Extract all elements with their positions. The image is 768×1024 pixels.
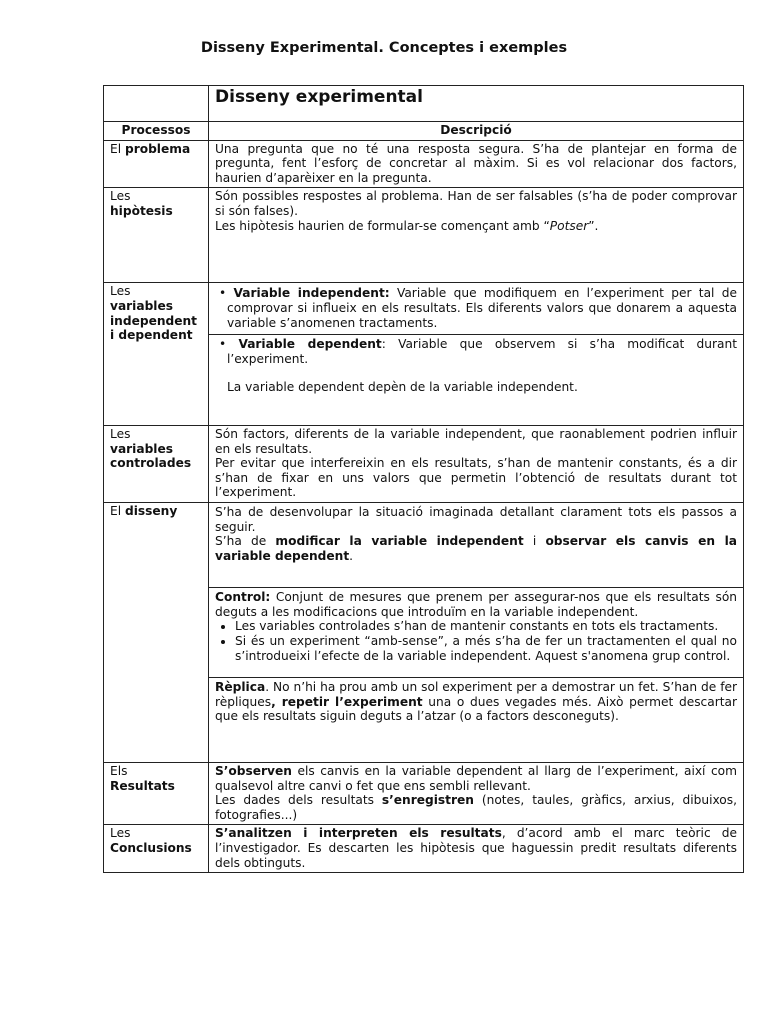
label-problema: El problema bbox=[104, 140, 209, 188]
row-disseny bbox=[104, 502, 744, 762]
disseny-replica: Rèplica. No n’hi ha prou amb un sol experiment per a demostrar un fet. S’han de fer rèpliques, repetir l’experiment una o dues vegades més. Això permet descartar que els resultats siguin deguts a l’atzar (o a factors desconeguts). bbox=[215, 680, 737, 724]
variable-independent: • Variable independent: Variable que modifiquem en l’experiment per tal de comprovar si influeix en els resultats. Els diferents valors que donarem a aquesta variable s’anomenen tractaments. bbox=[219, 286, 737, 330]
desc-controlades: Són factors, diferents de la variable independent, que raonablement podrien influir en els resultats. Per evitar que interfereixin en els resultats, s’han de mantenir constants, és a dir s’han de fixar en uns valors que permetin l’obtenció de resultats durant tot l’experiment. bbox=[209, 425, 744, 502]
bullet-icon: • bbox=[219, 337, 227, 352]
bullet-icon: • bbox=[219, 286, 227, 301]
label-controlades: Les variables controlades bbox=[104, 425, 209, 502]
concepts-table bbox=[103, 85, 744, 873]
row-controlades bbox=[104, 425, 744, 502]
desc-hipotesis: Són possibles respostes al problema. Han de ser falsables (s’ha de poder comprovar si són falses). Les hipòtesis haurien de formular-se començant amb “Potser”. bbox=[209, 188, 744, 283]
table-header-row bbox=[104, 122, 744, 141]
label-resultats: Els Resultats bbox=[104, 763, 209, 825]
row-hipotesis bbox=[104, 188, 744, 283]
table-title: Disseny experimental bbox=[215, 87, 423, 107]
desc-disseny bbox=[209, 502, 744, 762]
header-processos: Processos bbox=[104, 122, 209, 141]
label-variables: Les variables independent i dependent bbox=[104, 283, 209, 426]
desc-variables bbox=[209, 283, 744, 426]
list-item: • Les variables controlades s’han de mantenir constants en tots els tractaments. bbox=[235, 619, 737, 634]
label-conclusions: Les Conclusions bbox=[104, 825, 209, 873]
variable-dependent: • Variable dependent: Variable que observem si s’ha modificat durant l’experiment. La variable dependent depèn de la variable independent. bbox=[219, 337, 737, 395]
desc-resultats: S’observen els canvis en la variable dependent al llarg de l’experiment, així com qualsevol altre canvi o fet que ens sembli rellevant. Les dades dels resultats s’enregistren (notes, taules, gràfics, arxius, dibuixos, fotografies...) bbox=[209, 763, 744, 825]
desc-conclusions: S’analitzen i interpreten els resultats, d’acord amb el marc teòric de l’investigador. Es descarten les hipòtesis que haguessin predit resultats diferents dels obtinguts. bbox=[209, 825, 744, 873]
disseny-control: Control: Conjunt de mesures que prenem per assegurar-nos que els resultats són deguts a les modificacions que introduïm en la variable independent. • Les variables controlades s’han de mantenir constants en tots els tractaments. • Si és un experiment “amb-sense”, a més s’ha de fer un tractamenten el qual no s’introdueixi l’efecte de la variable independent. Aquest s'anomena grup control. bbox=[215, 588, 737, 677]
row-resultats bbox=[104, 763, 744, 825]
disseny-intro: S’ha de desenvolupar la situació imaginada detallant clarament tots els passos a seguir. S’ha de modificar la variable independent i observar els canvis en la variable dependent. bbox=[215, 504, 737, 563]
control-bullet-list bbox=[215, 619, 737, 663]
table-title-row bbox=[104, 86, 744, 122]
label-disseny: El disseny bbox=[104, 502, 209, 762]
row-conclusions bbox=[104, 825, 744, 873]
row-problema bbox=[104, 140, 744, 188]
header-descripcio: Descripció bbox=[209, 122, 744, 141]
list-item: • Si és un experiment “amb-sense”, a més s’ha de fer un tractamenten el qual no s’introdueixi l’efecte de la variable independent. Aquest s'anomena grup control. bbox=[235, 634, 737, 663]
label-hipotesis: Les hipòtesis bbox=[104, 188, 209, 283]
document-title: Disseny Experimental. Conceptes i exemples bbox=[200, 40, 568, 56]
desc-problema: Una pregunta que no té una resposta segura. S’ha de plantejar en forma de pregunta, fent l’esforç de concretar al màxim. Si es vol relacionar dos factors, haurien d’aparèixer en la pregunta. bbox=[209, 140, 744, 188]
row-variables bbox=[104, 283, 744, 426]
